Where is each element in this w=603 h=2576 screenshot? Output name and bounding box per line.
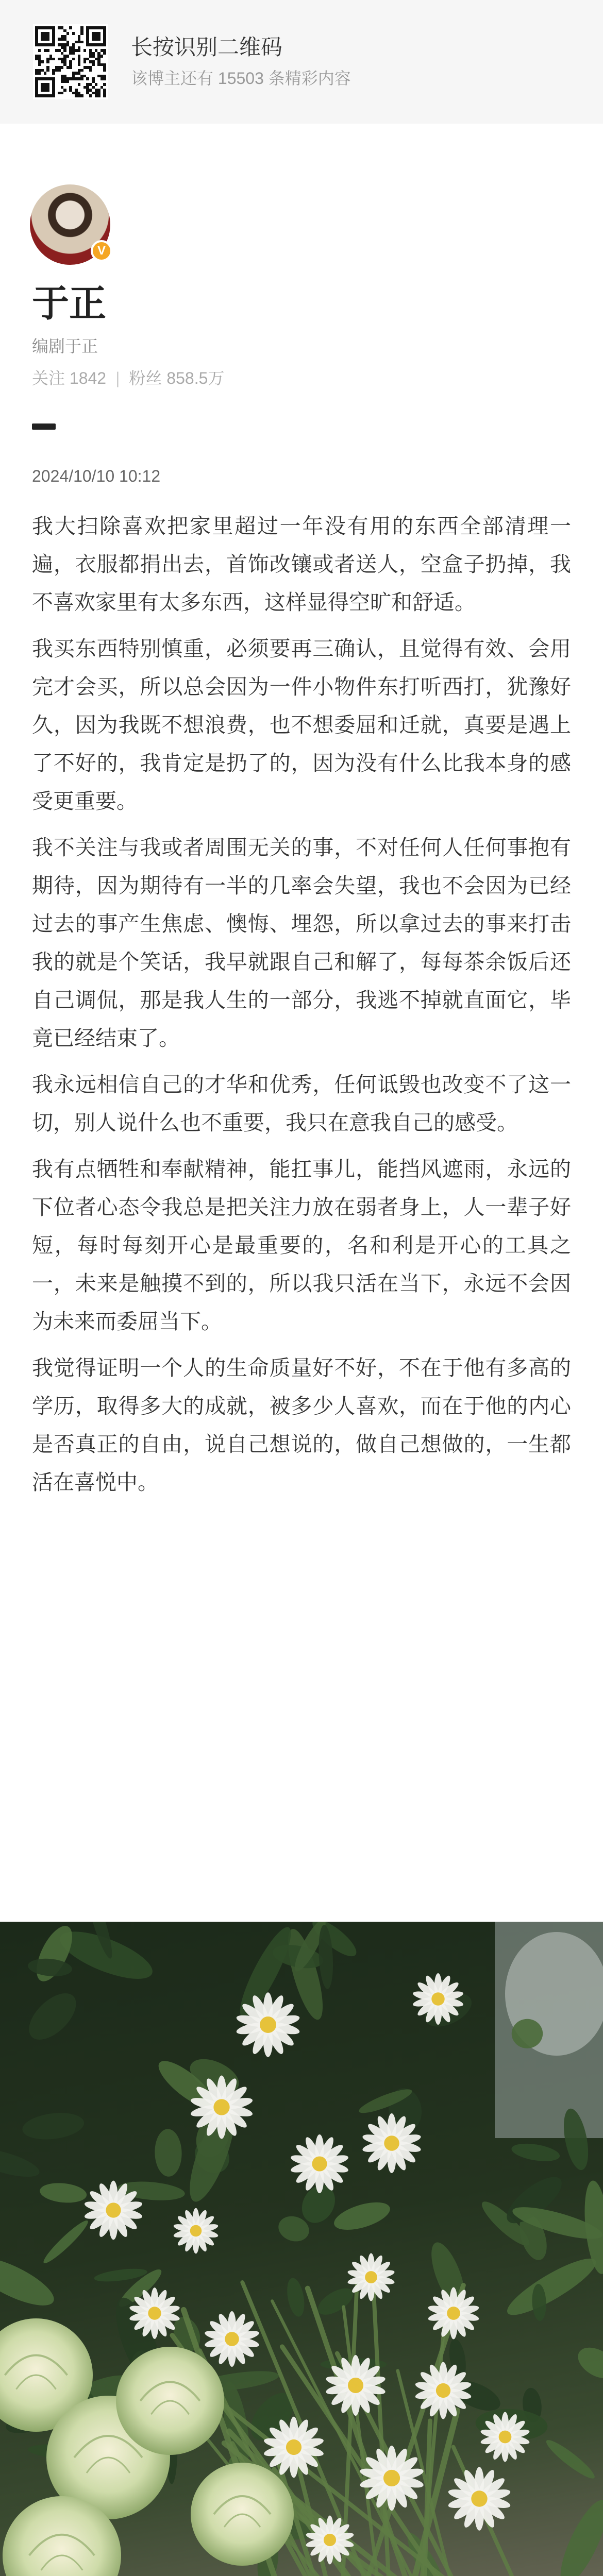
post-body <box>32 507 571 1510</box>
top-banner-texts <box>131 33 351 91</box>
post-paragraph: 我大扫除喜欢把家里超过一年没有用的东西全部清理一遍，衣服都捐出去，首饰改镶或者送人，空盒子扔掉，我不喜欢家里有太多东西，这样显得空旷和舒适。 <box>32 514 571 614</box>
post-paragraph: 我不关注与我或者周围无关的事，不对任何人任何事抱有期待，因为期待有一半的几率会失望，我也不会因为已经过去的事产生焦虑、懊悔、埋怨，所以拿过去的事来打击我的就是个笑话，我早就跟自己和解了，每每茶余饭后还自己调侃，那是我人生的一部分，我逃不掉就直面它，毕竟已经结束了。 <box>32 836 571 1050</box>
profile-stats <box>32 367 224 389</box>
avatar[interactable] <box>30 184 110 265</box>
qr-code-icon[interactable] <box>33 24 108 99</box>
post-image[interactable] <box>0 1922 603 2576</box>
following-count[interactable]: 关注 1842 <box>32 369 107 387</box>
post-paragraph: 我觉得证明一个人的生命质量好不好，不在于他有多高的学历，取得多大的成就，被多少人喜欢，而在于他的内心是否真正的自由，说自己想说的，做自己想做的，一生都活在喜悦中。 <box>32 1356 571 1494</box>
post-paragraph: 我永远相信自己的才华和优秀，任何诋毁也改变不了这一切，别人说什么也不重要，我只在意我自己的感受。 <box>32 1073 571 1134</box>
section-divider <box>32 423 56 430</box>
stats-separator: | <box>115 369 120 387</box>
post-paragraph: 我买东西特别慎重，必须要再三确认，且觉得有效、会用完才会买，所以总会因为一件小物件东打听西打，犹豫好久，因为我既不想浪费，也不想委屈和迁就，真要是遇上了不好的，我肯定是扔了的，因为没有什么比我本身的感受更重要。 <box>32 637 571 813</box>
top-banner-title: 长按识别二维码 <box>131 35 283 59</box>
post-timestamp: 2024/10/10 10:12 <box>32 467 161 485</box>
verified-badge-icon: V <box>91 240 112 262</box>
top-banner-subtitle: 该博主还有 15503 条精彩内容 <box>131 69 351 88</box>
top-banner[interactable] <box>0 0 603 124</box>
profile-description: 编剧于正 <box>32 337 98 355</box>
profile-name[interactable]: 于正 <box>32 283 107 325</box>
followers-count[interactable]: 粉丝 858.5万 <box>129 369 225 387</box>
post-paragraph: 我有点牺牲和奉献精神，能扛事儿，能挡风遮雨，永远的下位者心态令我总是把关注力放在弱者身上，人一辈子好短，每时每刻开心是最重要的，名和利是开心的工具之一，未来是触摸不到的，所以我只活在当下，永远不会因为未来而委屈当下。 <box>32 1157 571 1333</box>
